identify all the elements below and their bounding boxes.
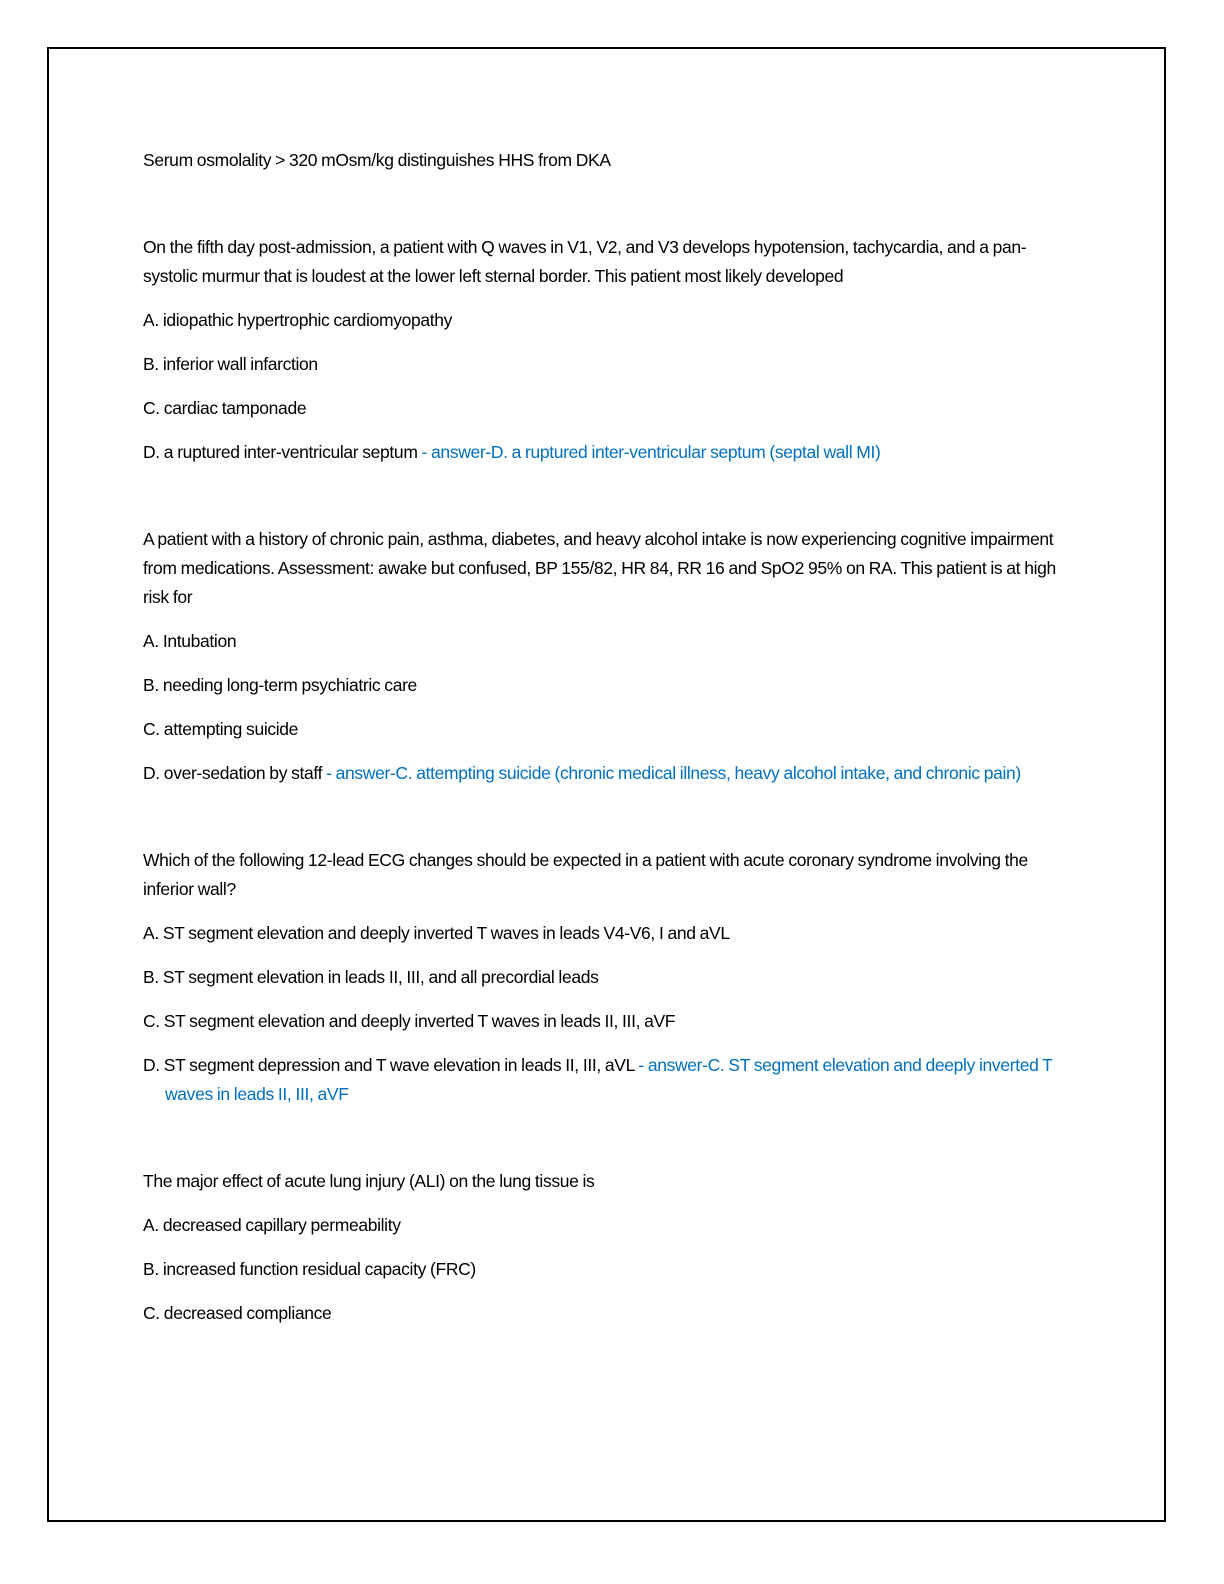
option-d-text: D. ST segment depression and T wave elevation in leads II, III, aVL [143, 1055, 635, 1075]
option-b: B. needing long-term psychiatric care [143, 675, 417, 695]
option-d-text: D. over-sedation by staff [143, 763, 323, 783]
option-a: A. idiopathic hypertrophic cardiomyopathy [143, 310, 453, 330]
option-d [143, 1051, 1073, 1109]
option-c: C. decreased compliance [143, 1303, 332, 1323]
option-a: A. decreased capillary permeability [143, 1215, 401, 1235]
answer-text: - answer-C. attempting suicide (chronic medical illness, heavy alcohol intake, and chronic pain) [322, 763, 1021, 783]
question-block-3 [143, 846, 1073, 1109]
question-text: Which of the following 12-lead ECG changes should be expected in a patient with acute coronary syndrome involving the inferior wall? [143, 850, 1028, 899]
option-d-text: D. a ruptured inter-ventricular septum [143, 442, 418, 462]
option-a: A. Intubation [143, 631, 237, 651]
document-content [143, 146, 1073, 1386]
question-text: The major effect of acute lung injury (ALI) on the lung tissue is [143, 1171, 595, 1191]
option-c: C. ST segment elevation and deeply inverted T waves in leads II, III, aVF [143, 1011, 676, 1031]
question-block-2 [143, 525, 1073, 788]
answer-text: - answer-D. a ruptured inter-ventricular septum (septal wall MI) [417, 442, 881, 462]
option-d [143, 438, 1073, 467]
question-text: On the fifth day post-admission, a patient with Q waves in V1, V2, and V3 develops hypotension, tachycardia, and a pan-systolic murmur that is loudest at the lower left sternal border. This patient most likely developed [143, 237, 1027, 286]
question-block-4 [143, 1167, 1073, 1328]
option-b: B. inferior wall infarction [143, 354, 318, 374]
question-block-1 [143, 233, 1073, 467]
answer-text: - answer-C. ST segment elevation and deeply inverted T waves in leads II, III, aVF [165, 1055, 1053, 1104]
option-d [143, 759, 1073, 788]
question-text: A patient with a history of chronic pain, asthma, diabetes, and heavy alcohol intake is now experiencing cognitive impairment from medications. Assessment: awake but confused, BP 155/82, HR 84, RR 16 and SpO2 95% on RA. This patient is at high risk for [143, 529, 1056, 607]
option-c: C. attempting suicide [143, 719, 299, 739]
option-b: B. ST segment elevation in leads II, III, and all precordial leads [143, 967, 599, 987]
option-a: A. ST segment elevation and deeply inverted T waves in leads V4-V6, I and aVL [143, 923, 730, 943]
option-b: B. increased function residual capacity (FRC) [143, 1259, 476, 1279]
intro-line: Serum osmolality > 320 mOsm/kg distinguishes HHS from DKA [143, 150, 611, 170]
option-c: C. cardiac tamponade [143, 398, 307, 418]
